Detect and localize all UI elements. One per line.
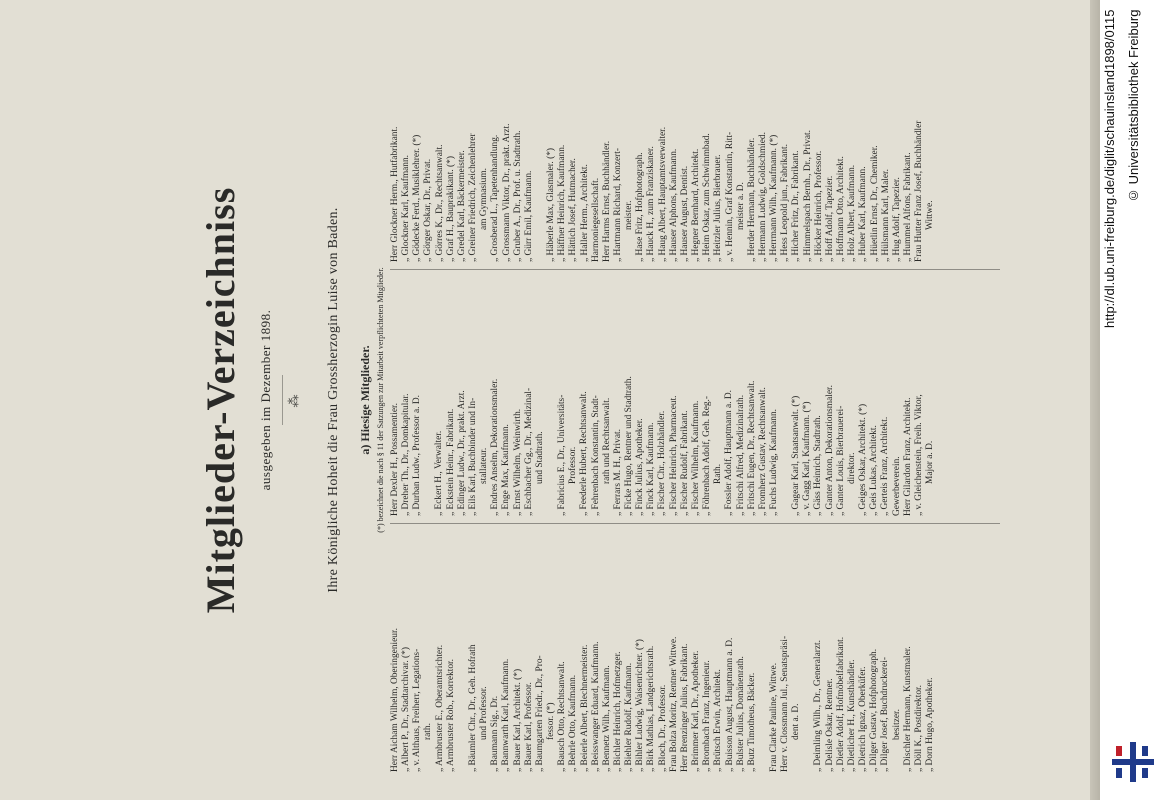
member-entry: „ Dorn Hugo, Apotheker. <box>925 677 936 772</box>
member-entry: „ Himmelspach Bernh., Dr., Privat. <box>802 129 813 262</box>
member-entry: „ Hülsmann Karl, Maler. <box>880 169 891 262</box>
member-entry: am Gymnasium. <box>479 168 490 230</box>
rotated-page-content <box>60 10 1040 790</box>
member-entry: „ Hicher Fritz, Dr., Fabrikant. <box>791 150 802 262</box>
member-entry: „ Herrmann Wilh., Kaufmann. (*) <box>769 134 780 262</box>
member-entry: „ Görger Oskar, Dr., Privat. <box>423 158 434 262</box>
member-entry: Herr Dexler H., Possamentier. <box>390 403 400 516</box>
member-entry: „ Eckstein Heinr., Fabrikant. <box>445 408 456 516</box>
member-entry: „ Ernst Wilhelm, Weinwirth. <box>512 408 523 516</box>
ornament: ⁂ <box>286 392 301 408</box>
member-entry: „ Hug Adolf, Tapezier. <box>891 177 902 262</box>
member-entry: Frau Hutter Franz Josef, Buchhändler <box>914 120 925 262</box>
member-entry: „ Baumann Sig., Dr. <box>490 695 501 772</box>
member-entry: „ Döll K., Postdirektor. <box>913 685 924 772</box>
member-entry: „ Hess Leopold jun., Fabrikant. <box>780 144 791 262</box>
member-entry: „ Hauser August, Dentist. <box>679 165 690 262</box>
section-heading: a) Hiesige Mitglieder. <box>358 345 372 455</box>
member-entry: „ Hüetlin Ernst, Dr., Chemiker. <box>869 145 880 262</box>
member-entry: „ Ferrars M. H., Privat. <box>612 429 623 516</box>
member-entry: „ Delisle Oskar, Rentner. <box>824 678 835 772</box>
member-entry: „ Hauser Alphons, Kaufmann. <box>668 148 679 262</box>
member-entry: „ Hummel Alfons, Fabrikant. <box>903 152 914 262</box>
member-entry: Major a. D. <box>925 440 936 484</box>
member-entry: „ Bulster Julius, Domänenrath. <box>735 656 746 772</box>
member-entry: „ v. Gleichenstein, Freih. Viktor, <box>913 394 924 516</box>
member-entry: „ Finck Karl, Kaufmann. <box>646 422 657 516</box>
member-entry: „ Herder Hermann, Buchhändler. <box>746 137 757 262</box>
member-entry: „ Haller Herm., Architekt. <box>579 164 590 262</box>
member-entry: „ Beierle Albert, Blechnermeister. <box>579 644 590 772</box>
member-entry: „ Hartmann Richard, Konzert- <box>612 147 623 262</box>
member-entry: besitzer. <box>891 709 902 740</box>
member-entry: Frau Clarke Pauline, Wittwe. <box>769 662 779 772</box>
member-entry: „ Hättich Josef, Hutmacher. <box>568 158 579 262</box>
member-entry: Rath. <box>713 463 724 484</box>
column-divider <box>390 523 1000 524</box>
member-entry: „ Hegner Bernhard, Architekt. <box>691 148 702 262</box>
member-entry: „ Glockner Karl, Kaufmann. <box>401 155 412 262</box>
member-entry: dent a. D. <box>791 703 802 740</box>
member-entry: „ Ganter Anton, Dekorationsmaler. <box>824 385 835 516</box>
member-entry: „ Hauck H., zum Franziskaner. <box>646 146 657 262</box>
member-entry: „ Gredel Karl, Bäckermeister. <box>456 150 467 262</box>
page-title: Mitglieder-Verzeichniss <box>198 186 243 614</box>
member-entry: „ Bäumler Chr., Dr., Geh. Hofrath <box>467 644 478 772</box>
member-entry: „ Görres K., Dr., Rechtsanwalt. <box>434 144 445 262</box>
copyright-notice: © Universitätsbibliothek Freiburg <box>1126 10 1141 204</box>
member-entry: „ Fritschi Alfred, Medizinalrath. <box>735 394 746 516</box>
member-entry: „ Buisson August, Hauptmann a. D. <box>724 637 735 772</box>
page-gutter <box>1090 0 1100 800</box>
page-subtitle: ausgegeben im Dezember 1898. <box>258 309 273 491</box>
member-entry: „ Ganter Louis, Bierbrauerei- <box>835 405 846 516</box>
member-entry: Herr v. Clossmann Jul., Senatspräsi- <box>780 635 791 772</box>
member-entry: „ Gruber A., Dr., Prof. u. Stadtrath. <box>512 130 523 262</box>
divider-rule <box>282 375 283 425</box>
member-entry: „ Baumgarten Friedr., Dr., Pro- <box>534 655 545 772</box>
member-entry: „ Finck Julius, Apotheker. <box>635 418 646 516</box>
column-divider <box>390 269 1000 270</box>
member-entry: „ Fossler Adolf, Hauptmann a. D. <box>724 389 735 516</box>
member-entry: „ Durban Ludw., Professor a. D. <box>412 395 423 516</box>
member-entry: „ Endres Anselm, Dekorationsmaler. <box>490 378 501 516</box>
member-entry: „ Dietlicher H., Kunsthändler. <box>846 659 857 772</box>
member-entry: Gewerbeverein. <box>891 456 902 516</box>
member-entry: „ Gagear Karl, Staatsanwalt. (*) <box>791 395 802 516</box>
member-entry: „ Bihler Ludwig, Waisenrichter. (*) <box>635 639 646 772</box>
member-entry: „ Bannwarth Karl, Kaufmann. <box>501 658 512 772</box>
source-url[interactable]: http://dl.ub.uni-freiburg.de/diglit/schauinsland1898/0115 <box>1102 10 1117 329</box>
member-entry: fessor. (*) <box>546 702 557 740</box>
member-entry: „ v. Gagg Karl, Kaufmann. (*) <box>802 401 813 516</box>
member-entry: Herr Aicham Wilhelm, Oberingenieur. <box>390 628 400 772</box>
member-entry: „ Fehrenbach Konstantin, Stadt- <box>590 395 601 516</box>
member-entry: meister a. D. <box>735 182 746 230</box>
member-entry: „ Greiner Friedrich, Zeichenlehrer <box>468 133 479 262</box>
member-entry: „ Dischler Hermann, Kunstmaler. <box>902 646 913 772</box>
member-entry: „ Huber Karl, Kaufmann. <box>858 166 869 262</box>
member-entry: rath und Rechtsanwalt. <box>601 397 612 484</box>
member-entry: „ Brütsch Erwin, Architekt. <box>713 669 724 772</box>
member-entry: und Stadtrath. <box>534 431 545 484</box>
member-entry: Herr Gilardon Franz, Architekt. <box>902 397 913 516</box>
member-entry: Herr Harms Ernst, Buchhändler. <box>601 140 612 262</box>
member-entry: Herr Brenzinger Julius, Fabrikant. <box>679 643 690 772</box>
member-entry: „ Brimmer Karl, Dr., Apotheker. <box>691 650 702 772</box>
member-entry: „ Deimling Wilh., Dr., Generalarzt. <box>813 640 824 772</box>
member-entry: „ Häffner Heinrich, Kaufmann. <box>557 144 568 262</box>
member-entry: „ Bauer Karl, Architekt. (*) <box>512 668 523 772</box>
member-entry: „ Geiges Oskar, Architekt. (*) <box>858 403 869 516</box>
member-entry: Wittwe. <box>925 200 936 230</box>
member-entry: „ Fuchs Ludwig, Kaufmann. <box>769 408 779 516</box>
member-entry: „ Butz Timotheus, Bäcker. <box>746 672 757 772</box>
member-entry: meister. <box>624 200 635 230</box>
member-entry: „ Eckert H., Verwalter. <box>434 430 445 516</box>
member-entry: Professor. <box>568 446 579 484</box>
member-entry: „ Albert P., Dr., Stadtarchivar. (*) <box>401 647 412 772</box>
member-entry: „ Häberle Max, Glasmaler. (*) <box>546 147 557 262</box>
member-entry: „ Grosberad L., Tapetenhandlung. <box>490 134 501 262</box>
library-logo-icon <box>1112 742 1154 782</box>
member-entry: „ Hoff Adolf, Tapezier. <box>824 175 835 262</box>
member-entry: „ Armbruster E., Oberamtsrichter. <box>434 644 445 772</box>
member-entry: „ Hoffmann Otto, Architekt. <box>836 156 847 262</box>
member-entry: „ Armbruster Rob., Korrektor. <box>445 659 456 772</box>
member-entry: „ Fischer Wilhelm, Kaufmann. <box>690 400 701 516</box>
member-entry: „ Föhrenbach Adolf, Geh. Reg.- <box>702 395 713 516</box>
member-entry: Herr Glockner Herm., Hutfabrikant. <box>390 126 400 262</box>
member-entry: „ Gerteis Franz, Architekt. <box>880 416 891 516</box>
member-entry: „ Höcker Heinrich, Professor. <box>813 150 824 262</box>
member-entry: „ Gäss Heinrich, Stadtrath. <box>813 415 824 516</box>
member-column-1 <box>390 527 936 772</box>
member-entry: „ Bennetz Wilh., Kaufmann. <box>601 665 612 772</box>
member-entry: „ Dreher Th., Dr., Domkapitular. <box>401 393 412 516</box>
member-column-2 <box>390 271 936 516</box>
member-entry: „ Gürr Emil, Kaufmann. <box>523 170 534 262</box>
member-entry: „ Bausch Otto, Rechtsanwalt. <box>557 661 568 772</box>
member-entry: „ Feederle Hubert, Rechtsanwalt. <box>579 391 590 516</box>
member-entry: „ Geis Lukas, Architekt. <box>869 425 880 516</box>
member-entry: „ Dilger Josef, Buchdruckerei- <box>880 656 891 772</box>
member-entry: Frau Bolza Moritz, Rentner Wittwe. <box>668 636 679 772</box>
member-entry: „ Fischer Rudolf, Fabrikant. <box>679 410 690 516</box>
member-entry: „ Heitzler Julius, Bierbrauer. <box>713 154 724 262</box>
member-entry: „ Dietler Adolf, Hofmöbelfabrikant. <box>835 636 846 772</box>
member-entry: „ Fritschi Eugen, Dr., Rechtsanwalt. <box>746 380 757 516</box>
member-entry: „ Fischer Chr., Holzhändler. <box>657 410 668 516</box>
member-entry: „ Gödecke Ferd., Musiklehrer. (*) <box>412 134 423 262</box>
member-entry: „ Hermann Ludwig, Goldschmied. <box>758 132 768 262</box>
member-entry: „ Holz Albert, Kaufmann. <box>847 164 858 262</box>
member-entry: „ v. Hennin, Graf Konstantin, Ritt- <box>724 131 735 262</box>
member-entry: „ Birk Mathias, Landgerichtsrath. <box>646 645 657 772</box>
member-entry: „ Bauer Karl, Professor. <box>523 682 534 772</box>
member-entry: „ Heim Oskar, zum Schwimmbad. <box>702 133 713 262</box>
member-entry: rath. <box>423 723 434 740</box>
member-entry: „ Eschbacher Gg., Dr., Medizinal- <box>523 387 534 516</box>
member-entry: „ Ficke Hugo, Rentner und Stadtrath. <box>623 376 634 516</box>
member-entry: „ Dilger Gustav, Hofphotograph. <box>869 648 880 772</box>
dedication-line: Ihre Königliche Hoheit die Frau Grossherzogin Luise von Baden. <box>326 207 341 593</box>
member-entry: direktor. <box>846 452 857 484</box>
member-entry: „ Fromherz Gustav, Rechtsanwalt. <box>757 387 768 516</box>
member-entry: Harmoniegesellschaft. <box>590 177 601 262</box>
member-entry: „ Beisswanger Eduard, Kaufmann. <box>590 641 601 772</box>
member-entry: „ Enge Max, Kaufmann. <box>501 424 512 516</box>
member-entry: „ v. Althaus, Freiherr, Legations- <box>412 648 423 772</box>
member-entry: „ Haug Albert, Hauptamtsverwalter. <box>657 126 668 262</box>
membership-note: (*) bezeichnet die nach § 11 der Satzungen zur Mitarbeit verpflichteten Mitglieder. <box>376 267 385 533</box>
member-entry: stallateur. <box>479 447 490 484</box>
member-entry: „ Dietrich Ignaz, Oberküfer. <box>858 666 869 772</box>
member-entry: „ Grossmann Viktor, Dr., prakt. Arzt. <box>501 123 512 262</box>
member-entry: „ Fabricius E., Dr., Universitäts- <box>557 394 568 516</box>
member-entry: „ Bloch, Dr., Professor. <box>657 684 668 772</box>
member-entry: „ Edinger Ludw., Dr., prakt. Arzt. <box>456 390 467 516</box>
member-entry: „ Fischer Heinrich, Pharmaceut. <box>668 395 679 516</box>
member-entry: „ Behrle Otto, Kaufmann. <box>568 674 579 772</box>
member-entry: „ Bichler Heinrich, Hofmetzger. <box>612 651 623 772</box>
member-entry: und Professor. <box>479 686 490 740</box>
member-entry: „ Brombach Franz, Ingenieur. <box>702 660 713 772</box>
member-entry: „ Graf H., Bauprakikant. (*) <box>445 156 456 262</box>
member-entry: „ Biehler Rudolf, Kaufmann. <box>624 662 635 772</box>
member-entry: „ Eils Karl, Buchbinder und In- <box>467 397 478 516</box>
member-column-3 <box>390 17 937 262</box>
member-entry: „ Hase Fritz, Hofphotograph. <box>635 152 646 262</box>
